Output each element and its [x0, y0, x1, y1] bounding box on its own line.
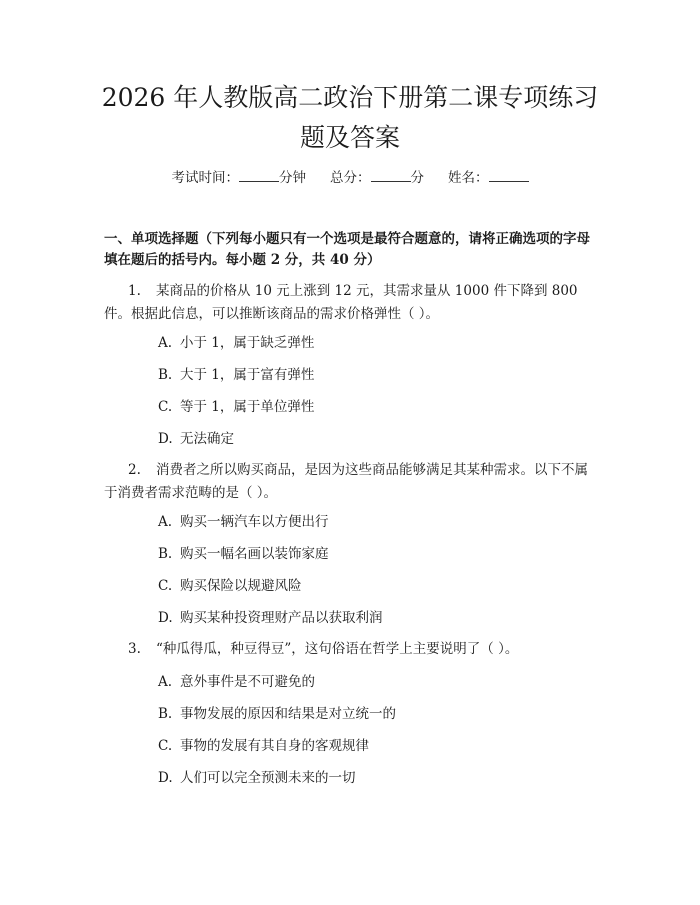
- option-1b: B. 大于 1，属于富有弹性: [158, 367, 315, 383]
- question-2: [104, 459, 598, 505]
- option-3b: B. 事物发展的原因和结果是对立统一的: [158, 706, 396, 722]
- title-line-1: 2026 年人教版高二政治下册第二课专项练习: [101, 83, 599, 112]
- option-1d: D. 无法确定: [158, 431, 234, 447]
- option-3a: A. 意外事件是不可避免的: [158, 674, 315, 690]
- page-title: [60, 78, 640, 158]
- question-number: 1.: [128, 283, 141, 299]
- score-unit: 分: [410, 170, 424, 186]
- option-1a: A. 小于 1，属于缺乏弹性: [158, 335, 315, 351]
- time-label: 考试时间：: [171, 170, 239, 186]
- time-unit: 分钟: [279, 170, 306, 186]
- question-text: 某商品的价格从 10 元上涨到 12 元，其需求量从 1000 件下降到 800 件。根据此信息，可以推断该商品的需求价格弹性（ ）。: [104, 283, 578, 322]
- section-title: 一、单项选择题（下列每小题只有一个选项是最符合题意的，请将正确选项的字母填在题后的括号内。每小题 2 分，共 40 分）: [104, 231, 590, 268]
- question-number: 3.: [128, 641, 141, 657]
- score-blank: [371, 169, 411, 182]
- question-text: “种瓜得瓜，种豆得豆”，这句俗语在哲学上主要说明了（ ）。: [156, 641, 519, 657]
- option-2c: C. 购买保险以规避风险: [158, 578, 302, 594]
- option-3d: D. 人们可以完全预测未来的一切: [158, 770, 356, 786]
- name-blank: [489, 169, 529, 182]
- title-line-2: 题及答案: [299, 123, 400, 152]
- question-1: [104, 280, 598, 326]
- option-3c: C. 事物的发展有其自身的客观规律: [158, 738, 369, 754]
- option-2d: D. 购买某种投资理财产品以获取利润: [158, 610, 383, 626]
- option-2a: A. 购买一辆汽车以方便出行: [158, 514, 329, 530]
- exam-meta: [0, 168, 700, 188]
- question-3: [104, 638, 598, 661]
- option-1c: C. 等于 1，属于单位弹性: [158, 399, 315, 415]
- score-label: 总分：: [330, 170, 371, 186]
- option-2b: B. 购买一幅名画以装饰家庭: [158, 546, 329, 562]
- question-number: 2.: [128, 462, 141, 478]
- time-blank: [239, 169, 279, 182]
- name-label: 姓名：: [448, 170, 489, 186]
- question-text: 消费者之所以购买商品，是因为这些商品能够满足其某种需求。以下不属于消费者需求范畴的是（ ）。: [104, 462, 588, 501]
